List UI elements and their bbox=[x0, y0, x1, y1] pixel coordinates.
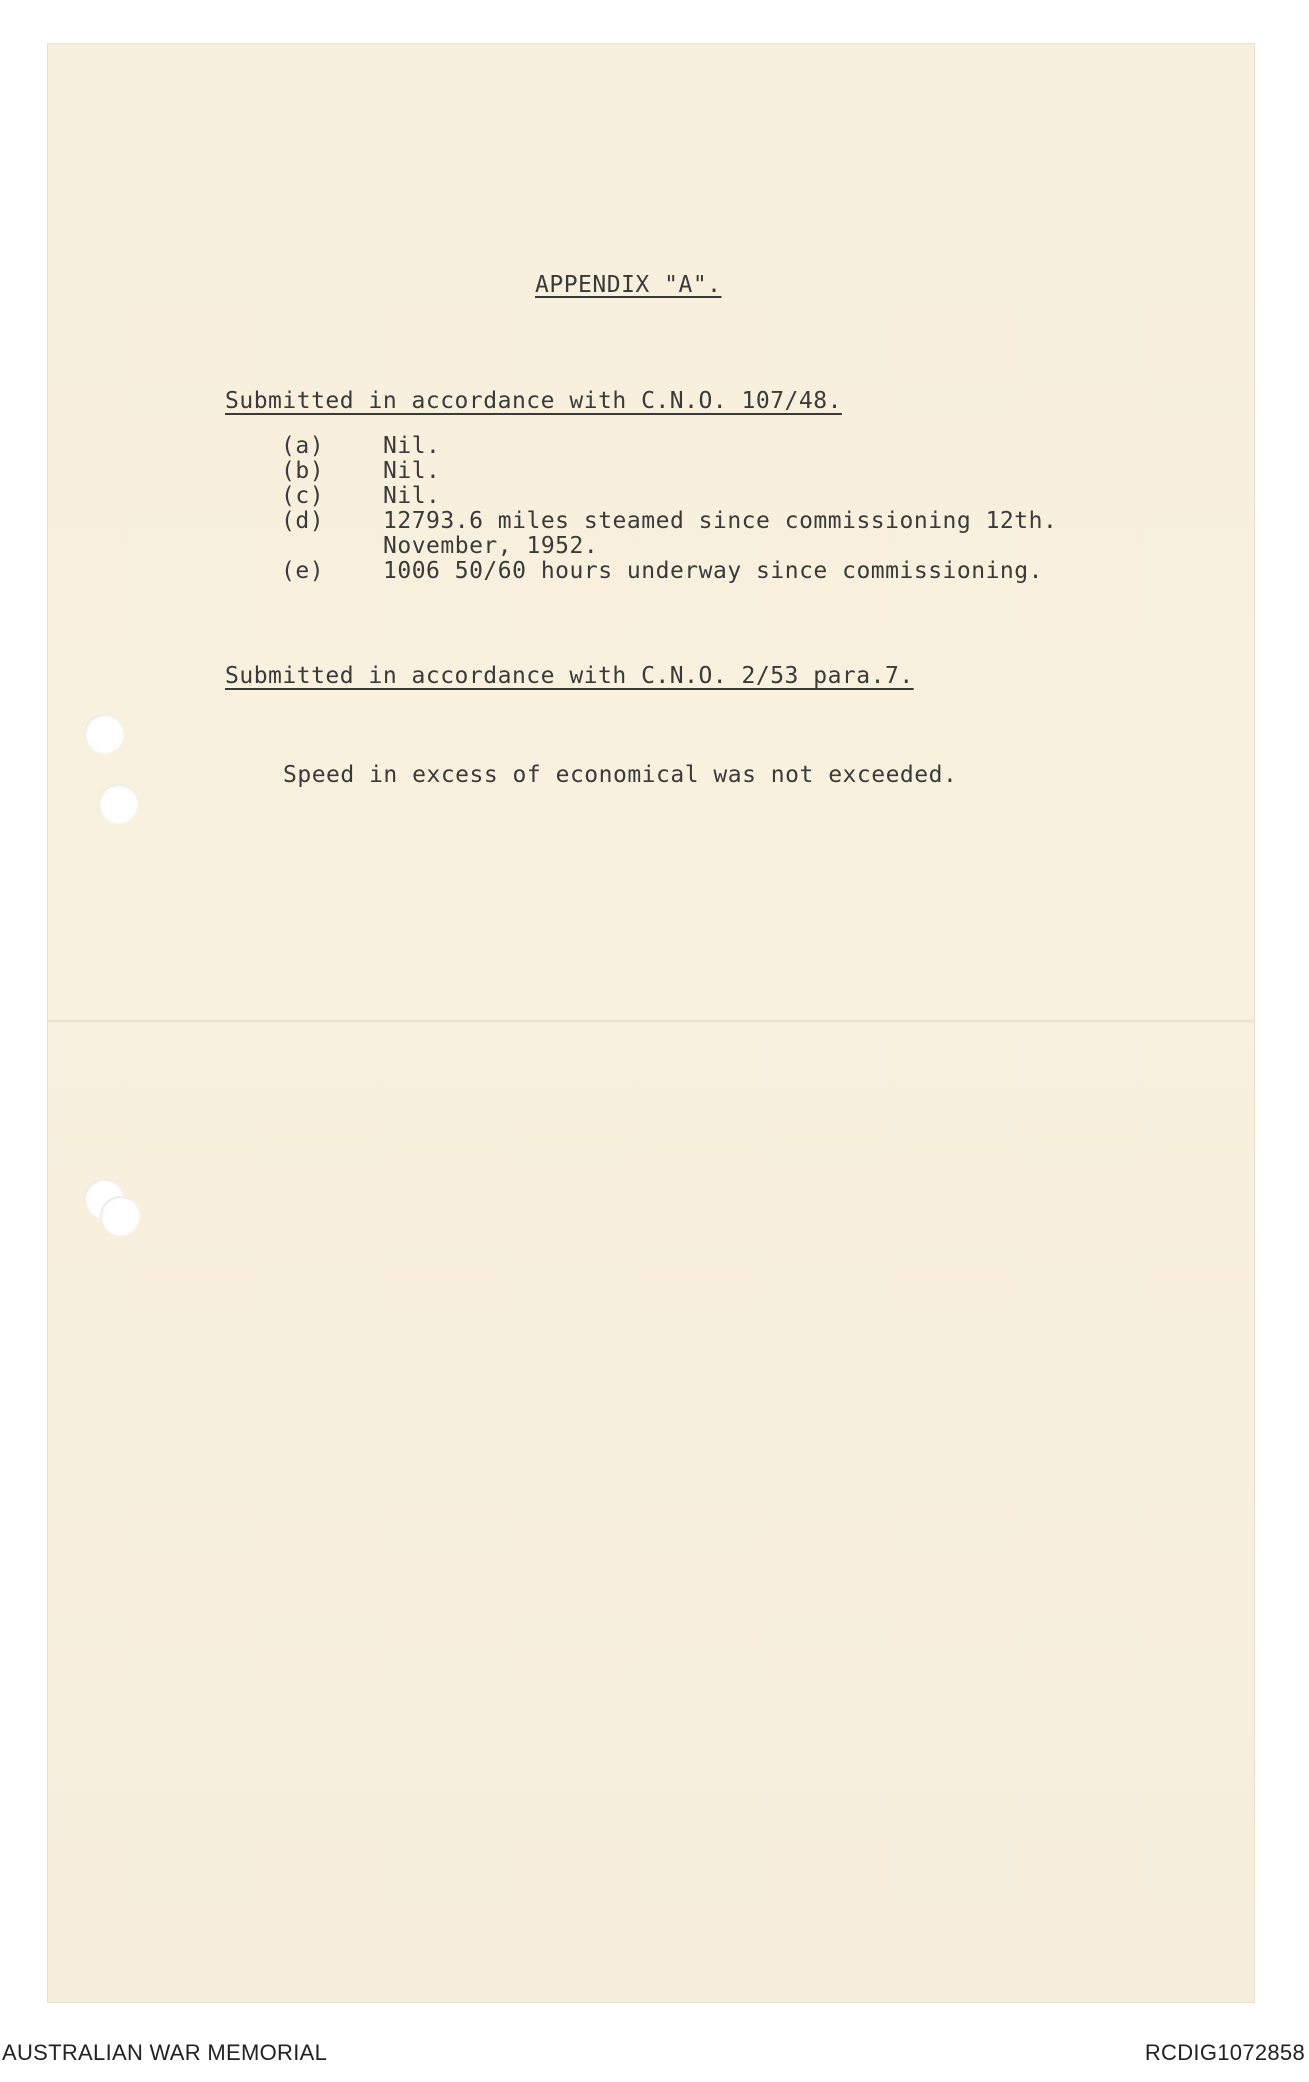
section-1-heading: Submitted in accordance with C.N.O. 107/48. bbox=[225, 388, 842, 414]
section-1-list bbox=[281, 434, 1141, 584]
punch-hole bbox=[98, 784, 138, 824]
list-item bbox=[281, 484, 1141, 509]
appendix-title: APPENDIX "A". bbox=[535, 272, 722, 298]
punch-hole bbox=[84, 714, 124, 754]
list-item bbox=[281, 434, 1141, 459]
item-marker: (c) bbox=[281, 483, 325, 509]
item-text-continuation: November, 1952. bbox=[383, 533, 599, 559]
list-item bbox=[281, 509, 1141, 559]
item-text-line: Nil. bbox=[383, 483, 441, 509]
punch-hole bbox=[100, 1196, 140, 1236]
item-text-line: Nil. bbox=[383, 458, 441, 484]
archive-reference: RCDIG1072858 bbox=[1144, 2040, 1305, 2065]
section-2-heading: Submitted in accordance with C.N.O. 2/53 para.7. bbox=[225, 663, 914, 689]
item-marker: (e) bbox=[281, 558, 325, 584]
item-text bbox=[383, 559, 1141, 584]
item-marker: (a) bbox=[281, 433, 325, 459]
list-item bbox=[281, 459, 1141, 484]
item-text-line: Nil. bbox=[383, 433, 441, 459]
item-marker: (d) bbox=[281, 508, 325, 534]
document-page bbox=[48, 44, 1254, 2002]
paper-fold bbox=[48, 1019, 1254, 1023]
item-text-line: 12793.6 miles steamed since commissioning 12th. bbox=[383, 508, 1058, 534]
item-text-line: 1006 50/60 hours underway since commissioning. bbox=[383, 558, 1043, 584]
archive-credit: AUSTRALIAN WAR MEMORIAL bbox=[2, 2040, 328, 2065]
item-text bbox=[383, 459, 1141, 484]
item-text bbox=[383, 484, 1141, 509]
item-text bbox=[383, 509, 1141, 559]
list-item bbox=[281, 559, 1141, 584]
section-2-statement: Speed in excess of economical was not exceeded. bbox=[283, 762, 958, 788]
item-marker: (b) bbox=[281, 458, 325, 484]
item-text bbox=[383, 434, 1141, 459]
